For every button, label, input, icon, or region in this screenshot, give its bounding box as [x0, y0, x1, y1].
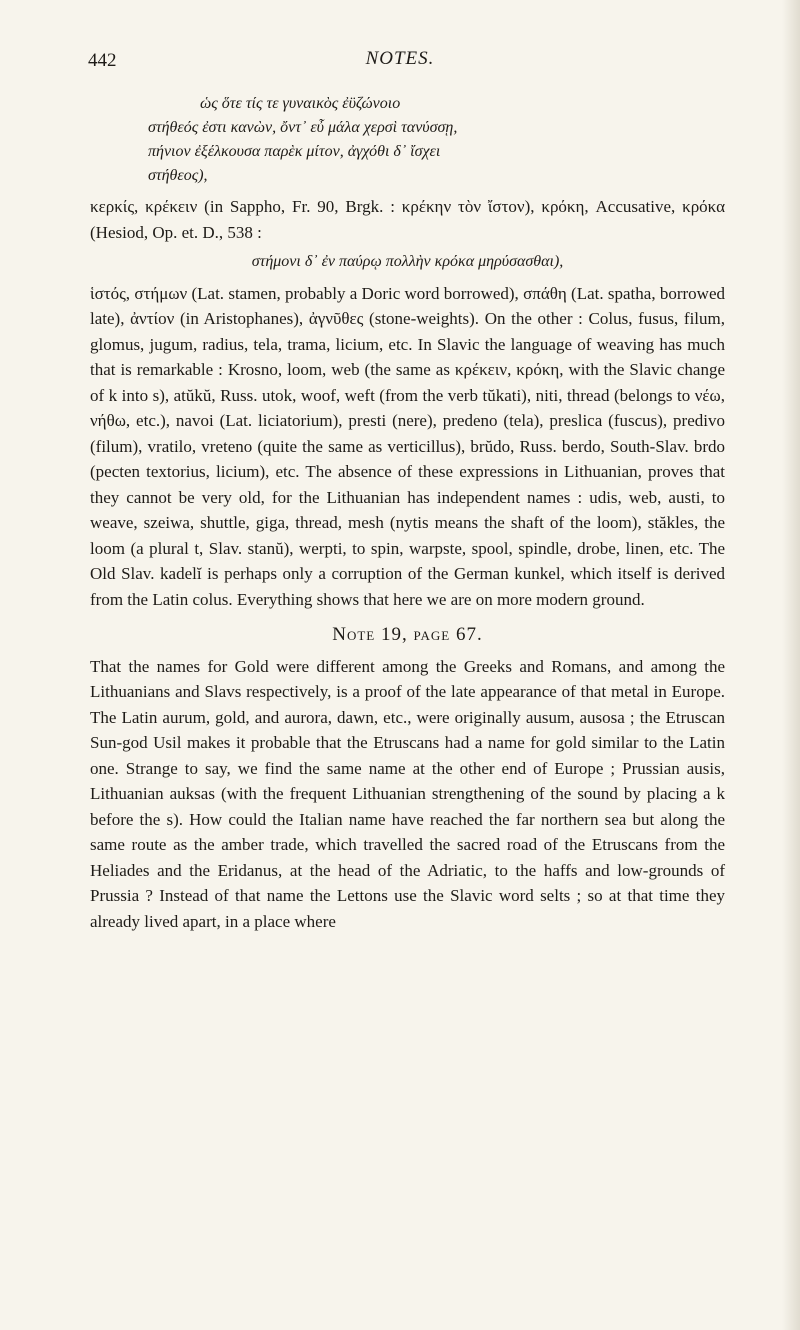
- note-heading: Note 19, page 67.: [332, 624, 483, 645]
- page-body: [90, 92, 725, 934]
- paragraph: κερκίς, κρέκειν (in Sappho, Fr. 90, Brgk. : κρέκην τὸν ἴστον), κρόκη, Accusative, κρόκα (Hesiod, Op. et. D., 538 :: [90, 197, 725, 242]
- verse-line: ὡς ὅτε τίς τε γυναικὸς ἐϋζώνοιο: [200, 95, 401, 112]
- paragraph: ἱστός, στήμων (Lat. stamen, probably a Doric word borrowed), σπάθη (Lat. spatha, borrowed late), ἀντίον (in Aristophanes), ἀγνῦθες (stone-weights). On the other : Colus, fusus, filum, glomus, jugum, radius, tela, trama, licium, etc. In Slavic the language of weaving has much that is remarkable : Krosno, loom, web (the same as κρέκειν, κρόκη, with the Slavic change of k into s), atŭkŭ, Russ. utok, woof, weft (from the verb tŭkati), niti, thread (belongs to νέω, νήθω, etc.), navoi (Lat. liciatorium), presti (nere), predeno (tela), preslica (fuscus), predivo (filum), vratilo, vreteno (quite the same as verticillus), brŭdo, Russ. berdo, South-Slav. brdo (pecten textorius, licium), etc. The absence of these expressions in Lithuanian, proves that they cannot be very old, for the Lithuanian has independent names : udis, web, austi, to weave, szeiwa, shuttle, giga, thread, mesh (nytis means the shaft of the loom), stăkles, the loom (a plural t, Slav. stanŭ), werpti, to spin, warpste, spool, spindle, drobe, linen, etc. The Old Slav. kadelĭ is perhaps only a corruption of the German kunkel, which itself is derived from the Latin colus. Everything shows that here we are on more modern ground.: [90, 283, 725, 609]
- page-number: 442: [88, 50, 117, 71]
- verse-quotation-1: [90, 92, 725, 188]
- verse-line: στήθεός ἐστι κανὼν, ὄντ᾽ εὖ μάλα χερσὶ τανύσσῃ,: [148, 119, 458, 136]
- verse-quotation-2: στήμονι δ᾽ ἐν παύρῳ πολλὴν κρόκα μηρύσασθαι),: [251, 253, 564, 270]
- page-edge-shadow: [782, 0, 800, 1330]
- running-title: NOTES.: [365, 48, 435, 69]
- page-header: [0, 50, 800, 76]
- paragraph: That the names for Gold were different among the Greeks and Romans, and among the Lithuanians and Slavs respectively, is a proof of the late appearance of that metal in Europe. The Latin aurum, gold, and aurora, dawn, etc., were originally ausum, ausosa ; the Etruscan Sun-god Usil makes it probable that the Etruscans had a name for gold similar to the Latin one. Strange to say, we find the same name at the other end of Europe ; Prussian ausis, Lithuanian auksas (with the frequent Lithuanian strengthening of the sound by placing a k before the s). How could the Italian name have reached the far northern sea but along the same route as the amber trade, which travelled the sacred road of the Etruscans from the Heliades and the Eridanus, at the head of the Adriatic, to the haffs and low-grounds of Prussia ? Instead of that name the Lettons use the Slavic word selts ; so at that time they already lived apart, in a place where: [90, 656, 725, 931]
- verse-line: πήνιον ἐξέλκουσα παρὲκ μίτον, ἀγχόθι δ᾽ ἴσχει: [148, 143, 441, 160]
- verse-line: στήθεος),: [148, 167, 208, 184]
